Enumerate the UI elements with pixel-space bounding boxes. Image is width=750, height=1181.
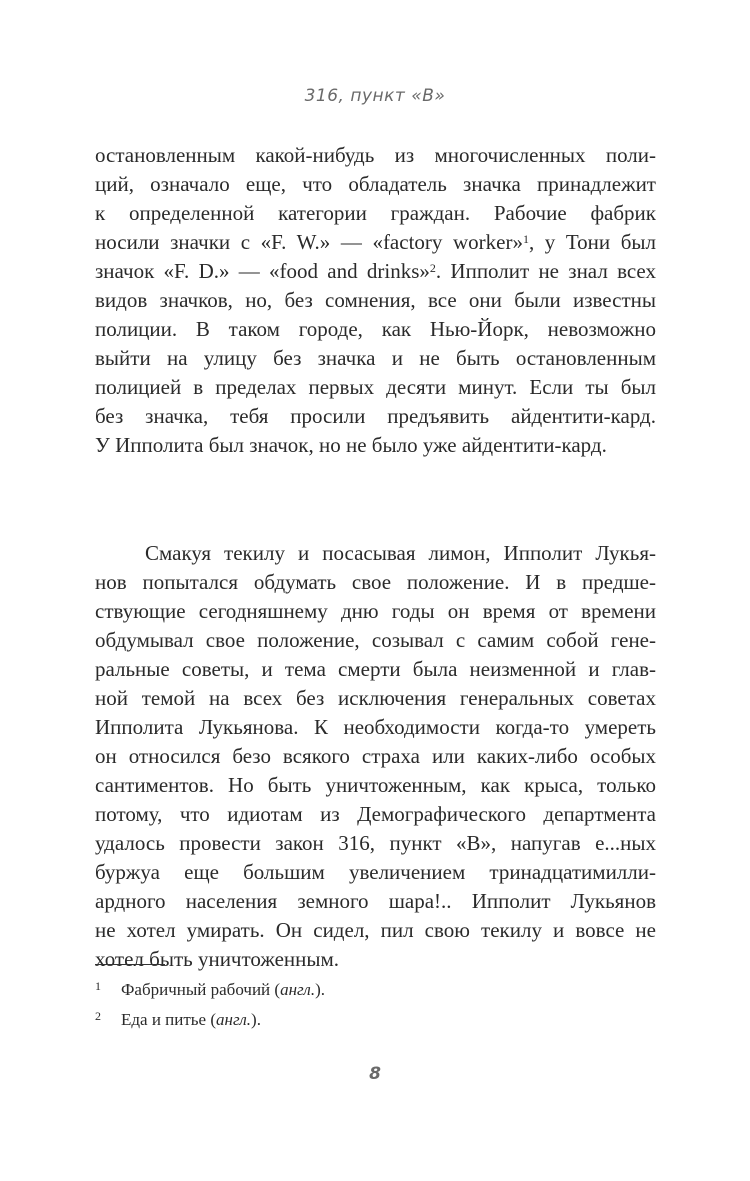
text-line: полиции. В таком городе, как Нью-Йорк, невозможно — [95, 317, 656, 341]
text-line: полицией в пределах первых десяти минут. Если ты был — [95, 375, 656, 399]
text-line: выйти на улицу без значка и не быть остановленным — [95, 346, 656, 370]
text-line: ной темой на всех без исключения генеральных советах — [95, 686, 656, 710]
text-line: носили значки с «F. W.» — «factory worker»$^1$, у Тони был — [95, 230, 656, 254]
text-line: потому, что идиотам из Демографического департмента — [95, 802, 656, 826]
text-line: обдумывал свое положение, созывал с самим собой гене- — [95, 628, 656, 652]
text-line: значок «F. D.» — «food and drinks»$^2$. Ипполит не знал всех — [95, 259, 656, 283]
text-line: без значка, тебя просили предъявить айдентити-кард. — [95, 404, 656, 428]
footnote-1 — [95, 976, 325, 1000]
text-line: нов попытался обдумать свое положение. И в предше- — [95, 570, 656, 594]
footnote-ref[interactable]: 1 — [522, 232, 529, 246]
text-line: Ипполита Лукьянова. К необходимости когда-то умереть — [95, 715, 656, 739]
text-line: ций, означало еще, что обладатель значка принадлежит — [95, 172, 656, 196]
text-line: удалось провести закон 316, пункт «В», напугав е...ных — [95, 831, 656, 855]
footnote-text: Еда и питье ( — [121, 1010, 217, 1029]
page-number: 8 — [369, 1064, 381, 1084]
text-line: ствующие сегодняшнему дню годы он время от времени — [95, 599, 656, 623]
text-line: ардного населения земного шара!.. Ипполит Лукьянов — [95, 889, 656, 913]
text-line: ральные советы, и тема смерти была неизменной и глав- — [95, 657, 656, 681]
text-line: хотел быть уничтоженным. — [95, 947, 340, 971]
text-line: Смакуя текилу и посасывая лимон, Ипполит Лукья- — [145, 541, 656, 565]
text-line: буржуа еще большим увеличением тринадцатимилли- — [95, 860, 656, 884]
footnote-number: 2 — [95, 1009, 101, 1023]
footnote-ref[interactable]: 2 — [429, 261, 436, 275]
footnote-divider — [95, 964, 165, 965]
text-line: к определенной категории граждан. Рабочие фабрик — [95, 201, 656, 225]
footnote-text: Фабричный рабочий ( — [121, 980, 281, 999]
text-line: У Ипполита был значок, но не было уже айдентити-кард. — [95, 433, 607, 457]
text-line: не хотел умирать. Он сидел, пил свою текилу и вовсе не — [95, 918, 656, 942]
text-line: он относился безо всякого страха или каких-либо особых — [95, 744, 656, 768]
text-line: остановленным какой-нибудь из многочисленных поли- — [95, 143, 656, 167]
footnote-lang: англ. — [216, 1010, 252, 1029]
footnote-lang: англ. — [280, 980, 316, 999]
footnote-end: ). — [251, 1010, 261, 1029]
text-line: сантиментов. Но быть уничтоженным, как крыса, только — [95, 773, 656, 797]
running-header: 316, пункт «В» — [304, 86, 446, 106]
text-line: видов значков, но, без сомнения, все они были известны — [95, 288, 656, 312]
paragraph-1 — [95, 141, 656, 460]
footnote-2 — [95, 1006, 261, 1030]
paragraph-2 — [95, 539, 656, 974]
footnote-number: 1 — [95, 979, 101, 993]
footnote-end: ). — [315, 980, 325, 999]
